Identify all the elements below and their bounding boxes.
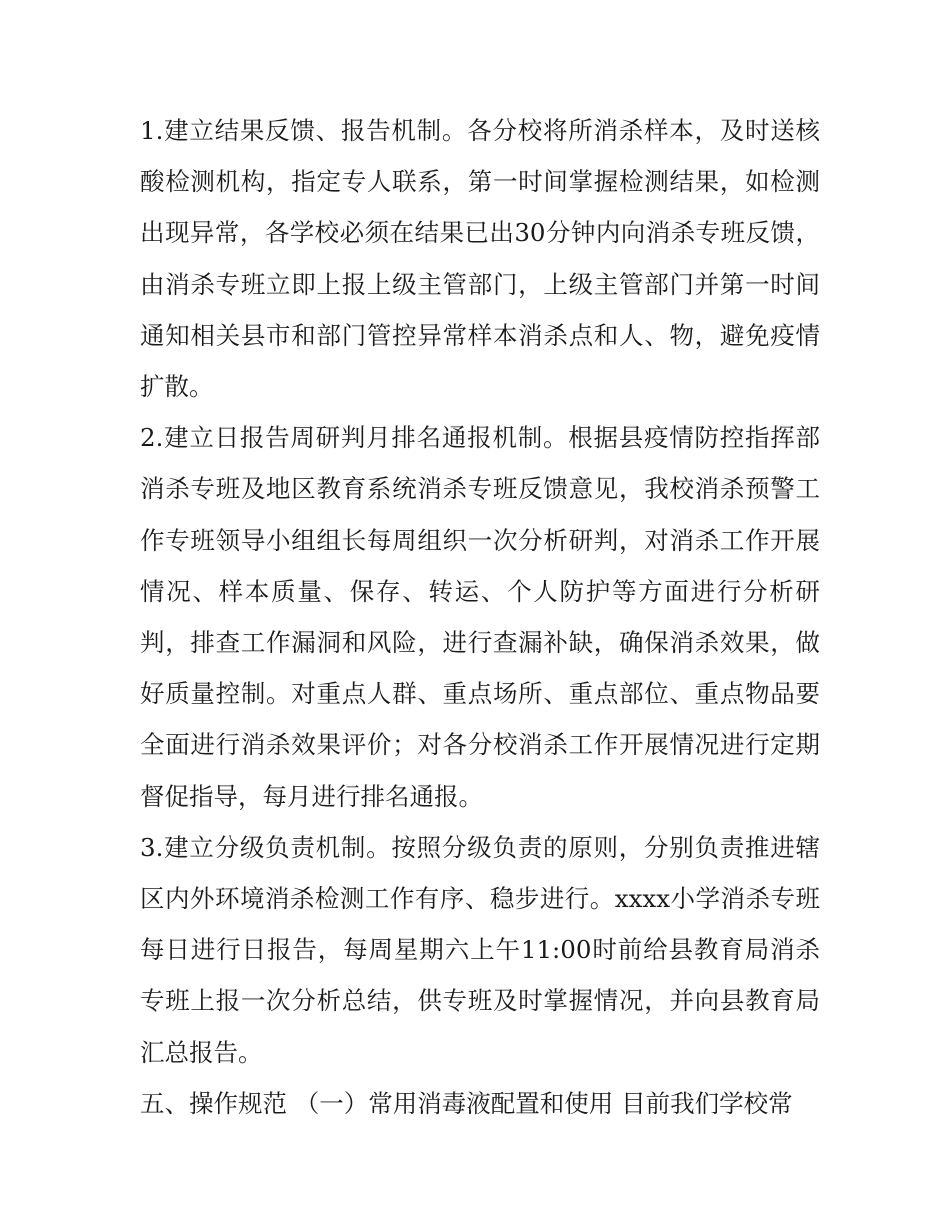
paragraph-daily-report: 2.建立日报告周研判月排名通报机制。根据县疫情防控指挥部消杀专班及地区教育系统消杀专班反馈意见，我校消杀预警工作专班领导小组组长每周组织一次分析研判，对消杀工作开展情况、样本质量、保存、转运、个人防护等方面进行分析研判，排查工作漏洞和风险，进行查漏补缺，确保消杀效果，做好质量控制。对重点人群、重点场所、重点部位、重点物品要全面进行消杀效果评价；对各分校消杀工作开展情况进行定期督促指导，每月进行排名通报。 [140,423,820,811]
paragraph-result-feedback: 1.建立结果反馈、报告机制。各分校将所消杀样本，及时送核酸检测机构，指定专人联系，第一时间掌握检测结果，如检测出现异常，各学校必须在结果已出30分钟内向消杀专班反馈，由消杀专班立即上报上级主管部门，上级主管部门并第一时间通知相关县市和部门管控异常样本消杀点和人、物，避免疫情扩散。 [140,116,820,402]
document-body [140,105,820,1129]
paragraph-operation-standards: 五、操作规范 （一）常用消毒液配置和使用 目前我们学校常 [140,1088,793,1118]
paragraph-tiered-responsibility: 3.建立分级负责机制。按照分级负责的原则，分别负责推进辖区内外环境消杀检测工作有序、稳步进行。xxxx小学消杀专班每日进行日报告，每周星期六上午11:00时前给县教育局消杀专班上报一次分析总结，供专班及时掌握情况，并向县教育局汇总报告。 [140,832,820,1067]
